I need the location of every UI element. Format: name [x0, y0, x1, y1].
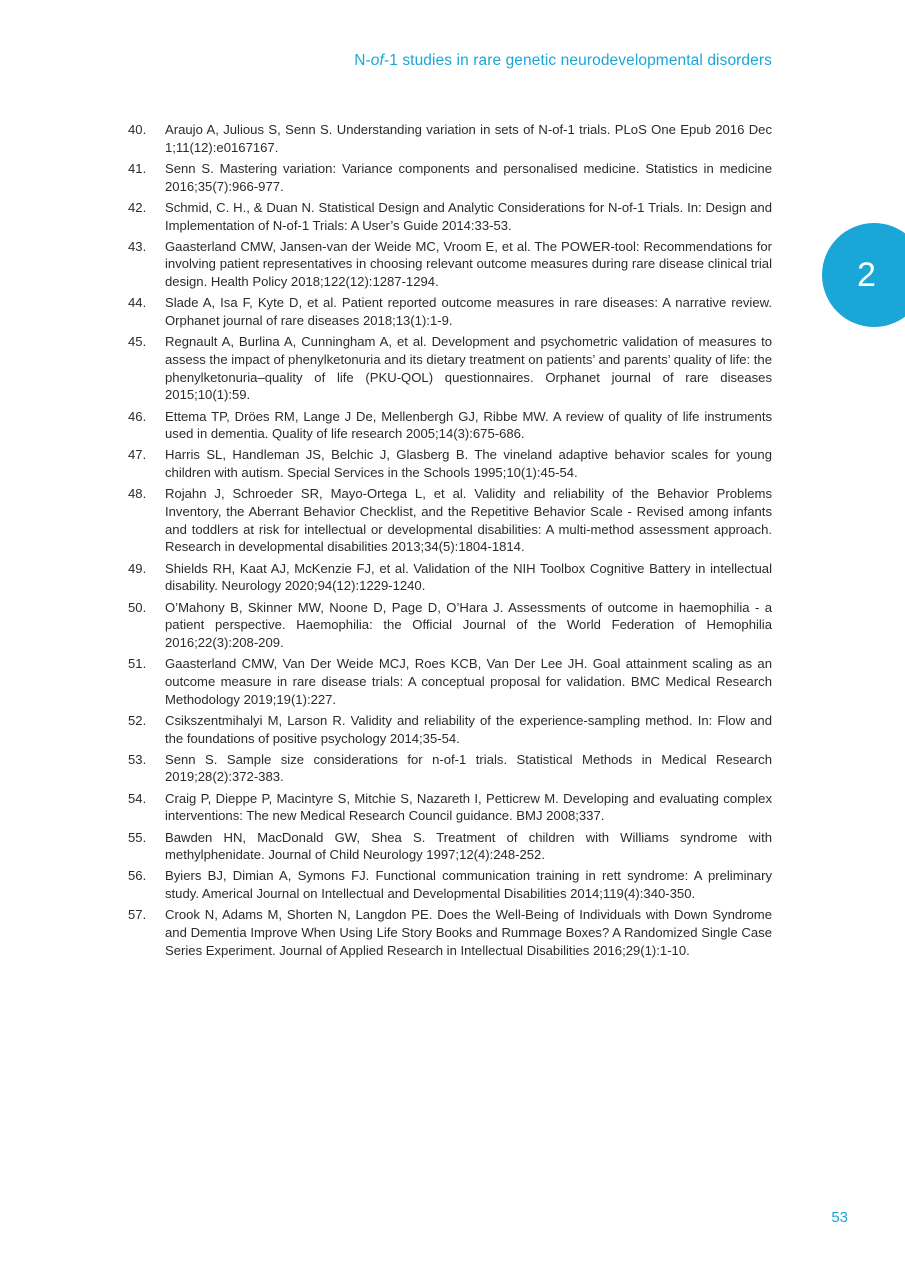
reference-text: Senn S. Sample size considerations for n-of-1 trials. Statistical Methods in Medical Research 2019;28(2):372-383.: [165, 751, 772, 785]
reference-item: [128, 790, 772, 825]
reference-text: Harris SL, Handleman JS, Belchic J, Glasberg B. The vineland adaptive behavior scales for young children with autism. Special Services in the Schools 1995;10(1):45-54.: [165, 447, 772, 481]
reference-text: Crook N, Adams M, Shorten N, Langdon PE. Does the Well-Being of Individuals with Down Syndrome and Dementia Improve When Using Life Story Books and Rummage Boxes? A Randomized Single Case Series Experiment. Journal of Applied Research in Intellectual Disabilities 2016;29(1):1-10.: [165, 907, 772, 958]
reference-number: 43.: [128, 238, 147, 254]
reference-item: [128, 485, 772, 556]
reference-item: [128, 829, 772, 864]
reference-item: [128, 751, 772, 786]
running-header-prefix: N-: [354, 52, 371, 69]
reference-item: [128, 160, 772, 195]
reference-item: [128, 408, 772, 443]
reference-number: 54.: [128, 790, 147, 806]
chapter-number: 2: [857, 255, 876, 294]
reference-item: [128, 560, 772, 595]
reference-item: [128, 712, 772, 747]
reference-number: 55.: [128, 829, 147, 845]
reference-item: [128, 238, 772, 291]
reference-list: [128, 121, 772, 963]
page-number: 53: [831, 1209, 848, 1226]
reference-number: 57.: [128, 907, 147, 923]
reference-number: 56.: [128, 868, 147, 884]
reference-item: [128, 121, 772, 156]
reference-number: 44.: [128, 295, 147, 311]
reference-text: Gaasterland CMW, Jansen-van der Weide MC, Vroom E, et al. The POWER-tool: Recommendations for involving patient representatives in choosing relevant outcome measures during rare disease clinical trial design. Health Policy 2018;122(12):1287-1294.: [165, 238, 772, 290]
reference-item: [128, 655, 772, 708]
reference-text: Gaasterland CMW, Van Der Weide MCJ, Roes KCB, Van Der Lee JH. Goal attainment scaling as an outcome measure in rare disease trials: A conceptual proposal for validation. BMC Medical Research Methodology 2019;19(1):227.: [165, 656, 772, 707]
reference-number: 51.: [128, 656, 147, 672]
reference-text: Regnault A, Burlina A, Cunningham A, et al. Development and psychometric validation of measures to assess the impact of phenylketonuria and its dietary treatment on patients’ and parents’ quality of life: the phenylketonuria–quality of life (PKU-QOL) questionnaires. Orphanet journal of rare diseases 2015;10(1):59.: [165, 334, 772, 403]
reference-number: 48.: [128, 486, 147, 502]
reference-item: [128, 867, 772, 902]
reference-number: 49.: [128, 560, 147, 576]
reference-number: 41.: [128, 160, 147, 176]
reference-item: [128, 333, 772, 404]
chapter-tab: [822, 223, 905, 327]
reference-item: [128, 199, 772, 234]
reference-text: Araujo A, Julious S, Senn S. Understanding variation in sets of N-of-1 trials. PLoS One Epub 2016 Dec 1;11(12):e0167167.: [165, 122, 772, 155]
reference-number: 50.: [128, 599, 147, 615]
reference-text: Ettema TP, Dröes RM, Lange J De, Mellenbergh GJ, Ribbe MW. A review of quality of life instruments used in dementia. Quality of life research 2005;14(3):675-686.: [165, 408, 772, 442]
reference-item: [128, 446, 772, 481]
reference-number: 40.: [128, 122, 147, 137]
running-header: [354, 52, 772, 70]
reference-text: Slade A, Isa F, Kyte D, et al. Patient reported outcome measures in rare diseases: A narrative review. Orphanet journal of rare diseases 2018;13(1):1-9.: [165, 295, 772, 329]
reference-number: 52.: [128, 712, 147, 728]
reference-item: [128, 294, 772, 329]
reference-text: Bawden HN, MacDonald GW, Shea S. Treatment of children with Williams syndrome with methylphenidate. Journal of Child Neurology 1997;12(4):248-252.: [165, 829, 772, 863]
reference-number: 47.: [128, 447, 147, 463]
reference-item: [128, 906, 772, 959]
reference-text: Craig P, Dieppe P, Macintyre S, Mitchie S, Nazareth I, Petticrew M. Developing and evaluating complex interventions: The new Medical Research Council guidance. BMJ 2008;337.: [165, 790, 772, 824]
reference-number: 42.: [128, 199, 147, 215]
running-header-suffix: -1 studies in rare genetic neurodevelopmental disorders: [383, 52, 772, 69]
reference-number: 53.: [128, 751, 147, 767]
reference-item: [128, 599, 772, 652]
running-header-italic: of: [370, 52, 384, 69]
reference-text: Rojahn J, Schroeder SR, Mayo-Ortega L, et al. Validity and reliability of the Behavior Problems Inventory, the Aberrant Behavior Checklist, and the Repetitive Behavior Scale - Revised among infants and toddlers at risk for intellectual or developmental disabilities: A multi-method assessment approach. Research in developmental disabilities 2013;34(5):1804-1814.: [165, 486, 772, 555]
reference-text: Schmid, C. H., & Duan N. Statistical Design and Analytic Considerations for N-of-1 Trials. In: Design and Implementation of N-of-1 Trials: A User’s Guide 2014:33-53.: [165, 199, 772, 233]
reference-text: Senn S. Mastering variation: Variance components and personalised medicine. Statistics in medicine 2016;35(7):966-977.: [165, 160, 772, 194]
reference-text: Shields RH, Kaat AJ, McKenzie FJ, et al. Validation of the NIH Toolbox Cognitive Battery in intellectual disability. Neurology 2020;94(12):1229-1240.: [165, 560, 772, 594]
reference-text: Byiers BJ, Dimian A, Symons FJ. Functional communication training in rett syndrome: A preliminary study. Americal Journal on Intellectual and Developmental Disabilities 2014;119(4):340-350.: [165, 868, 772, 902]
reference-number: 45.: [128, 334, 147, 350]
reference-number: 46.: [128, 408, 147, 424]
reference-text: Csikszentmihalyi M, Larson R. Validity and reliability of the experience-sampling method. In: Flow and the foundations of positive psychology 2014;35-54.: [165, 712, 772, 746]
reference-text: O’Mahony B, Skinner MW, Noone D, Page D, O’Hara J. Assessments of outcome in haemophilia - a patient perspective. Haemophilia: the Official Journal of the World Federation of Hemophilia 2016;22(3):208-209.: [165, 599, 772, 650]
